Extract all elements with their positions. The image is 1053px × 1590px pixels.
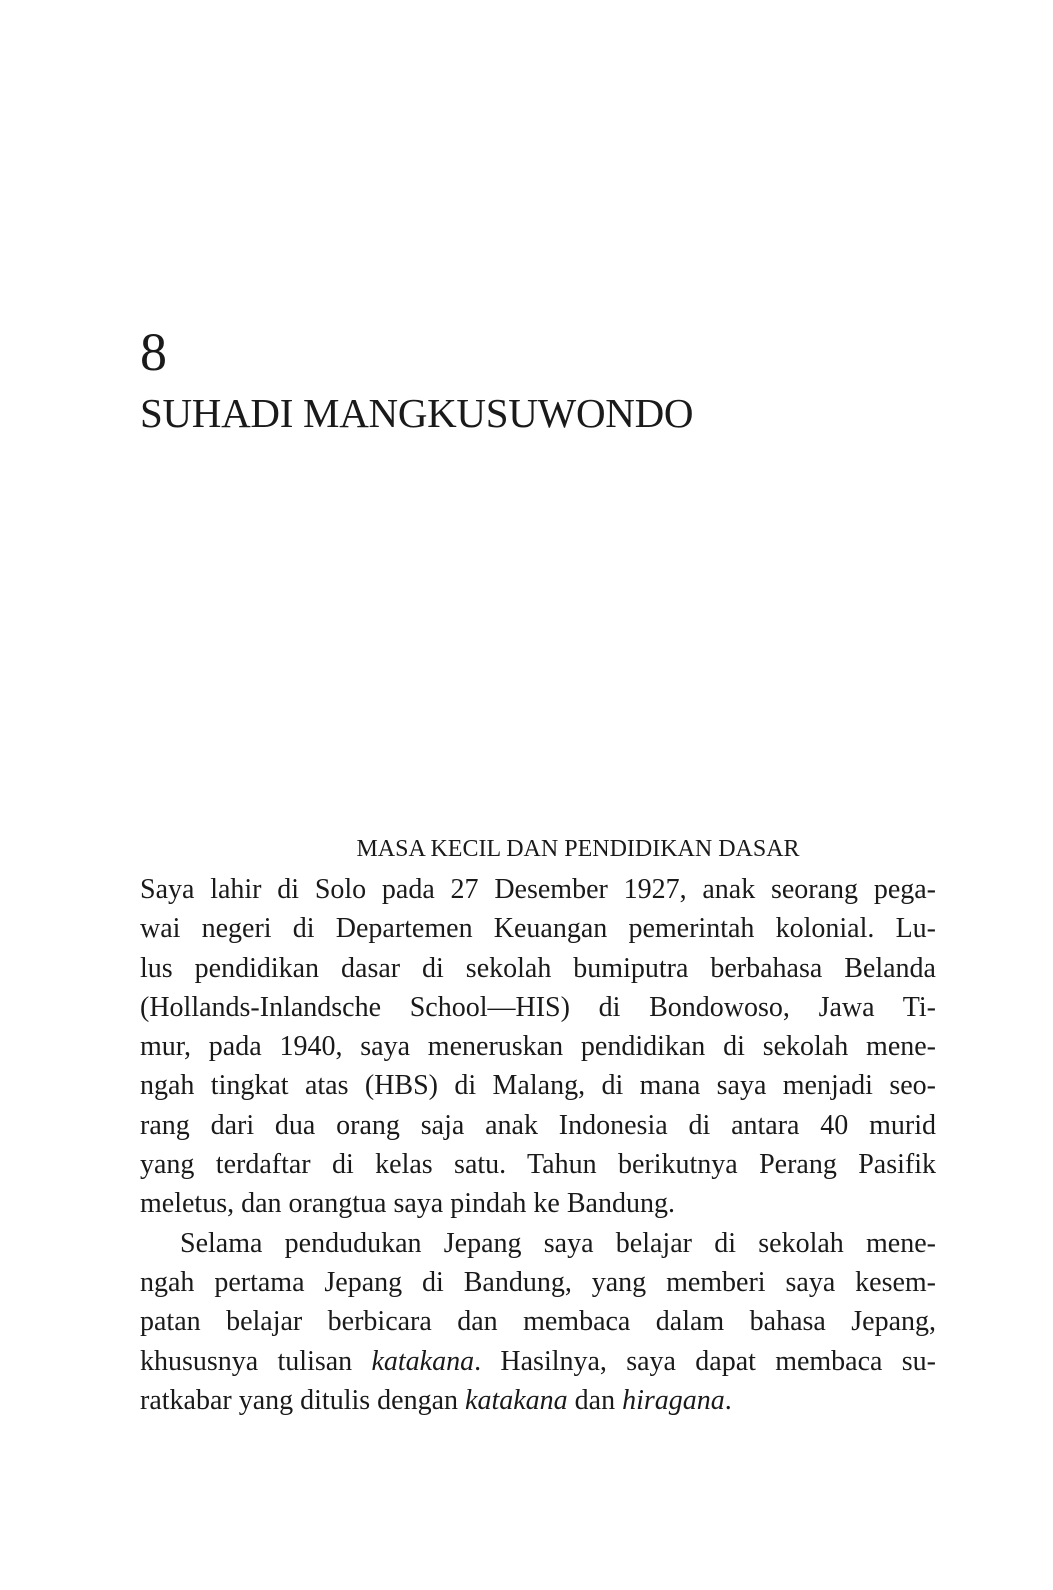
text-line: Selama pendudukan Jepang saya belajar di sekolah mene-	[180, 1227, 936, 1259]
text-line: mur, pada 1940, saya meneruskan pendidikan di sekolah mene-	[140, 1031, 936, 1063]
body-text	[140, 870, 936, 1420]
paragraph-2	[140, 1224, 936, 1420]
text-run: dan	[567, 1384, 623, 1416]
text-run: khususnya tulisan	[140, 1345, 372, 1377]
text-line	[140, 1342, 936, 1381]
section-heading: MASA KECIL DAN PENDIDIKAN DASAR	[356, 836, 800, 862]
text-run: .	[724, 1384, 732, 1416]
text-run: ratkabar yang ditulis dengan	[140, 1384, 466, 1416]
text-line: rang dari dua orang saja anak Indonesia di antara 40 murid	[140, 1109, 936, 1141]
text-line: yang terdaftar di kelas satu. Tahun berikutnya Perang Pasifik	[140, 1149, 936, 1181]
text-line: lus pendidikan dasar di sekolah bumiputra berbahasa Belanda	[140, 952, 936, 984]
text-line: Saya lahir di Solo pada 27 Desember 1927, anak seorang pega-	[140, 874, 936, 905]
text-line: ngah tingkat atas (HBS) di Malang, di mana saya menjadi seo-	[140, 1070, 936, 1102]
chapter-title: SUHADI MANGKUSUWONDO	[140, 390, 694, 436]
italic-term: katakana	[371, 1345, 475, 1377]
text-line: patan belajar berbicara dan membaca dalam bahasa Jepang,	[140, 1306, 936, 1338]
italic-term: hiragana	[622, 1384, 725, 1416]
italic-term: katakana	[465, 1384, 568, 1416]
text-run: . Hasilnya, saya dapat membaca su-	[474, 1345, 936, 1377]
text-line: (Hollands-Inlandsche School—HIS) di Bondowoso, Jawa Ti-	[140, 991, 936, 1023]
text-line: meletus, dan orangtua saya pindah ke Bandung.	[140, 1188, 675, 1220]
chapter-number: 8	[140, 322, 167, 382]
text-line: ngah pertama Jepang di Bandung, yang memberi saya kesem-	[140, 1266, 936, 1298]
text-line	[140, 1381, 936, 1420]
paragraph-1	[140, 870, 936, 1224]
text-line: wai negeri di Departemen Keuangan pemerintah kolonial. Lu-	[140, 913, 936, 945]
